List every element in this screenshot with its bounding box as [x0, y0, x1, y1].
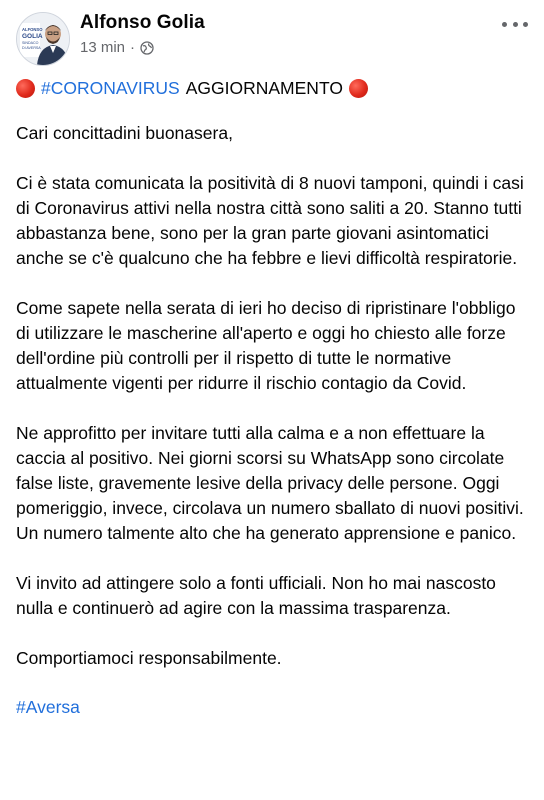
post-body [16, 76, 530, 720]
hashtag-coronavirus[interactable]: #CORONAVIRUS [41, 78, 180, 98]
more-dot [523, 22, 528, 27]
headline-text: AGGIORNAMENTO [185, 78, 343, 98]
post-time[interactable]: 13 min [80, 39, 126, 56]
red-circle-emoji [349, 79, 368, 98]
post-meta [80, 39, 154, 56]
post-paragraph: Comportiamoci responsabilmente. [16, 648, 282, 668]
avatar-text-2: GOLIA [22, 33, 43, 40]
post-headline [16, 76, 530, 101]
more-dot [502, 22, 507, 27]
post-paragraph: Ne approfitto per invitare tutti alla calma e a non effettuare la caccia al positivo. Nei giorni scorsi su WhatsApp sono circolate false liste, gravemente lesive della privacy delle persone. Oggi pomeriggio, invece, circolava un numero sballato di nuovi positivi. Un numero talmente alto che ha generato apprensione e panico. [16, 423, 524, 543]
hashtag-aversa[interactable]: #Aversa [16, 697, 80, 717]
post-paragraph: Cari concittadini buonasera, [16, 123, 233, 143]
post-paragraph: Come sapete nella serata di ieri ho deciso di ripristinare l'obbligo di utilizzare le mascherine all'aperto e oggi ho chiesto alle forze dell'ordine più controlli per il rispetto di tutte le normative attualmente vigenti per ridurre il rischio contagio da Covid. [16, 298, 516, 393]
avatar-text-4: DI AVERSA [22, 46, 41, 50]
post-header [0, 0, 544, 66]
post-paragraph: Vi invito ad attingere solo a fonti ufficiali. Non ho mai nascosto nulla e continuerò ad agire con la massima trasparenza. [16, 573, 496, 618]
meta-separator: · [130, 39, 136, 56]
avatar[interactable] [16, 12, 70, 66]
post-paragraph: Ci è stata comunicata la positività di 8 nuovi tamponi, quindi i casi di Coronavirus attivi nella nostra città sono saliti a 20. Stanno tutti abbastanza bene, sono per la gran parte giovani asintomatici anche se c'è qualcuno che ha febbre e lievi difficoltà respiratorie. [16, 173, 524, 268]
author-name[interactable]: Alfonso Golia [80, 12, 205, 33]
globe-icon [140, 41, 154, 55]
avatar-text-3: SINDACO [22, 41, 39, 45]
more-options-icon[interactable] [502, 16, 528, 32]
avatar-text-1: ALFONSO [22, 27, 43, 32]
avatar-image [17, 13, 69, 65]
more-dot [513, 22, 518, 27]
red-circle-emoji [16, 79, 35, 98]
